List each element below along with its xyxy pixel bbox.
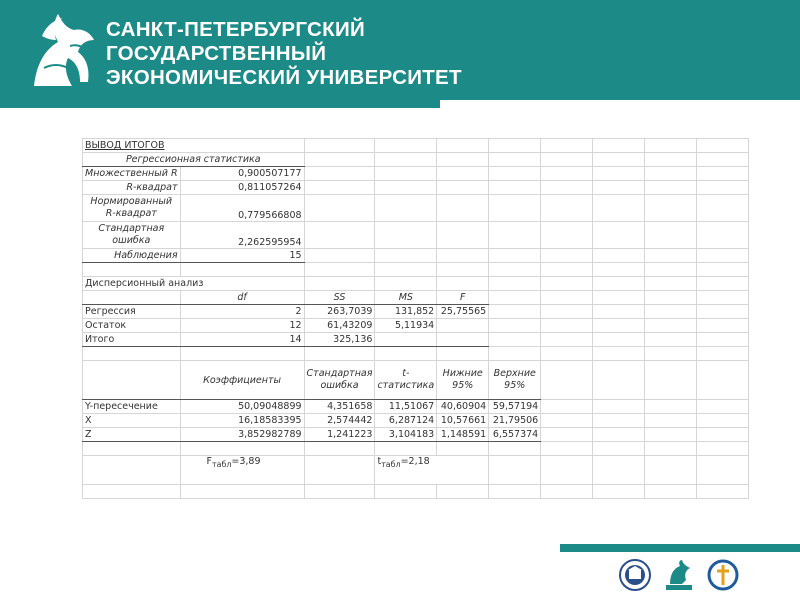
coef-t: 6,287124 — [375, 414, 437, 428]
coef-header-t: t-статистика — [375, 361, 437, 400]
anova-header-f: F — [437, 291, 489, 305]
anova-df: 12 — [180, 319, 304, 333]
coef-value: 50,09048899 — [180, 400, 304, 414]
coef-row-label: Z — [83, 428, 181, 442]
coef-low: 10,57661 — [437, 414, 489, 428]
university-name-line2: ГОСУДАРСТВЕННЫЙ — [106, 42, 327, 65]
coef-header-coef: Коэффициенты — [180, 361, 304, 400]
anova-df: 2 — [180, 305, 304, 319]
university-seal-icon — [618, 558, 652, 592]
table-row — [83, 319, 749, 333]
table-title: ВЫВОД ИТОГОВ — [83, 139, 305, 153]
table-row — [83, 442, 749, 456]
table-row — [83, 414, 749, 428]
coef-t: 11,51067 — [375, 400, 437, 414]
anova-df: 14 — [180, 333, 304, 347]
table-row — [83, 333, 749, 347]
header-banner — [0, 0, 800, 108]
reg-stat-label: Стандартная ошибка — [83, 222, 181, 249]
university-name-line3: ЭКОНОМИЧЕСКИЙ УНИВЕРСИТЕТ — [106, 66, 462, 89]
coef-row-label: X — [83, 414, 181, 428]
coef-up: 59,57194 — [489, 400, 541, 414]
anova-ms: 131,852 — [375, 305, 437, 319]
table-row — [83, 249, 749, 263]
reg-stats-header: Регрессионная статистика — [83, 153, 305, 167]
anova-title: Дисперсионный анализ — [83, 277, 305, 291]
reg-stat-value: 0,779566808 — [180, 195, 304, 222]
coef-header-low: Нижние 95% — [437, 361, 489, 400]
t-table-value: $t_{табл}=2,18$ — [375, 456, 489, 485]
reg-stat-value: 0,900507177 — [180, 167, 304, 181]
coef-low: 1,148591 — [437, 428, 489, 442]
regression-output-table — [82, 138, 749, 499]
table-row — [83, 305, 749, 319]
anova-ms — [375, 333, 437, 347]
table-row — [83, 195, 749, 222]
table-row — [83, 347, 749, 361]
table-row — [83, 361, 749, 400]
university-name-line1: САНКТ-ПЕТЕРБУРГСКИЙ — [106, 18, 366, 41]
reg-stat-value: 2,262595954 — [180, 222, 304, 249]
coef-value: 16,18583395 — [180, 414, 304, 428]
anova-f — [437, 319, 489, 333]
table-row — [83, 222, 749, 249]
table-row — [83, 263, 749, 277]
reg-stat-label: Множественный R — [83, 167, 181, 181]
table-row — [83, 277, 749, 291]
banner-stripe — [0, 100, 440, 108]
table-row — [83, 139, 749, 153]
anova-ss: 61,43209 — [304, 319, 375, 333]
coef-se: 4,351658 — [304, 400, 375, 414]
coef-up: 21,79506 — [489, 414, 541, 428]
anova-f — [437, 333, 489, 347]
anova-ms: 5,11934 — [375, 319, 437, 333]
anova-row-label: Итого — [83, 333, 181, 347]
coef-header-se: Стандартная ошибка — [304, 361, 375, 400]
coef-low: 40,60904 — [437, 400, 489, 414]
coef-se: 1,241223 — [304, 428, 375, 442]
table-row — [83, 181, 749, 195]
coef-se: 2,574442 — [304, 414, 375, 428]
reg-stat-label: R-квадрат — [83, 181, 181, 195]
anova-header-df: df — [180, 291, 304, 305]
coef-header-up: Верхние 95% — [489, 361, 541, 400]
cross-emblem-icon — [706, 558, 740, 592]
coef-value: 3,852982789 — [180, 428, 304, 442]
table-row — [83, 428, 749, 442]
f-table-value: $F_{табл}=3,89$ — [180, 456, 304, 485]
table-row — [83, 153, 749, 167]
reg-stat-label: Наблюдения — [83, 249, 181, 263]
anova-ss: 263,7039 — [304, 305, 375, 319]
table-row — [83, 485, 749, 499]
anova-ss: 325,136 — [304, 333, 375, 347]
anova-row-label: Регрессия — [83, 305, 181, 319]
anova-row-label: Остаток — [83, 319, 181, 333]
table-row — [83, 456, 749, 485]
table-row — [83, 400, 749, 414]
anova-header-ms: MS — [375, 291, 437, 305]
anova-f: 25,75565 — [437, 305, 489, 319]
finec-logo-icon — [664, 558, 694, 592]
reg-stat-value: 0,811057264 — [180, 181, 304, 195]
anova-header-ss: SS — [304, 291, 375, 305]
reg-stat-value: 15 — [180, 249, 304, 263]
coef-t: 3,104183 — [375, 428, 437, 442]
table-row — [83, 291, 749, 305]
footer-stripe — [560, 544, 800, 552]
griffin-logo-icon — [24, 6, 100, 94]
coef-up: 6,557374 — [489, 428, 541, 442]
coef-row-label: Y-пересечение — [83, 400, 181, 414]
reg-stat-label: Нормированный R-квадрат — [83, 195, 181, 222]
table-row — [83, 167, 749, 181]
university-name — [106, 18, 462, 90]
